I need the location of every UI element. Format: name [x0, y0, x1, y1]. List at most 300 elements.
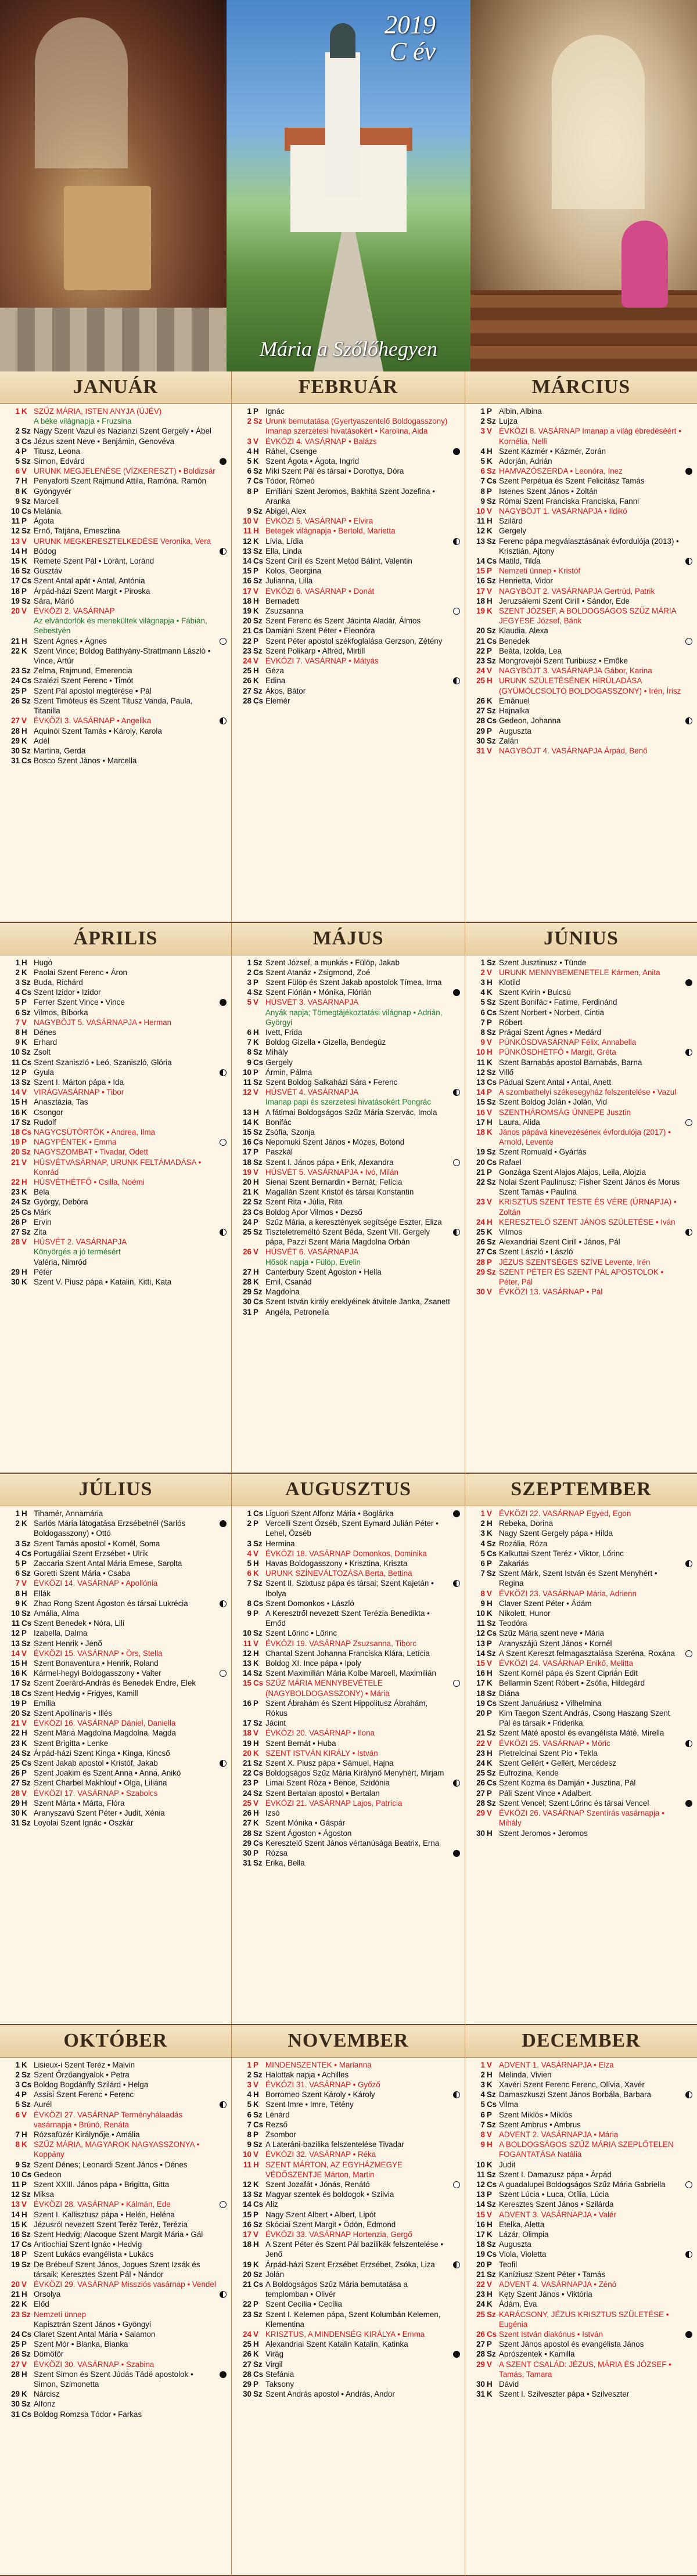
- weekday: Sz: [253, 2390, 263, 2399]
- weekday: H: [253, 1107, 259, 1117]
- day-row: [236, 1307, 460, 1317]
- weekday: V: [253, 2329, 258, 2339]
- weekday: Sz: [487, 536, 496, 546]
- weekday: Sz: [21, 2229, 31, 2239]
- day-number: 9: [480, 496, 485, 506]
- day-row: [470, 1509, 692, 1518]
- day-feast: Boldog Romzsa Tódor • Farkas: [34, 2409, 142, 2419]
- day-number: 14: [243, 1117, 252, 1127]
- day-row: [5, 1267, 227, 1277]
- moon-phase-full-icon: [220, 1670, 227, 1677]
- day-feast: Ármin, Pálma: [265, 1067, 312, 1077]
- day-feast: ADVENT 4. VASÁRNAPJA • Zénó: [499, 2279, 617, 2289]
- day-row: [5, 676, 227, 686]
- weekday: V: [487, 2130, 492, 2139]
- day-feast: Nárcisz: [34, 2390, 60, 2399]
- moon-phase-new-icon: [220, 2371, 227, 2378]
- day-row: [236, 2180, 460, 2189]
- day-number: 29: [11, 2390, 20, 2399]
- day-number: 11: [476, 1619, 485, 1628]
- weekday: V: [253, 586, 258, 596]
- day-row: [236, 1257, 460, 1267]
- weekday: P: [253, 2210, 258, 2219]
- day-feast: ÉVKÖZI 18. VASÁRNAP Domonkos, Dominika: [265, 1549, 427, 1558]
- day-feast: URUNK MENNYBEMENETELE Kármen, Anita: [499, 968, 660, 977]
- weekday: Sz: [487, 2350, 496, 2359]
- day-number: 21: [476, 636, 485, 645]
- day-number: 29: [11, 1267, 20, 1276]
- day-number: 22: [476, 2279, 485, 2289]
- day-feast: Szent Ágoston • Ágoston: [265, 1828, 352, 1838]
- day-row: [470, 2349, 692, 2359]
- day-feast: Aquinói Szent Tamás • Károly, Karola: [34, 726, 162, 735]
- day-number: 3: [247, 2080, 252, 2089]
- weekday: P: [21, 1769, 27, 1778]
- month-name: JÚNIUS: [465, 923, 697, 955]
- day-row: [470, 1027, 692, 1037]
- weekday: P: [253, 2380, 258, 2389]
- weekday: P: [253, 2060, 258, 2069]
- day-feast: ÉVKÖZI 6. VASÁRNAP • Donát: [265, 586, 375, 596]
- day-row: [5, 1658, 227, 1668]
- weekday: Sz: [21, 1048, 31, 1057]
- day-feast: Szent Ágota • Ágota, Ingrid: [265, 457, 360, 466]
- day-number: 29: [476, 1809, 485, 1818]
- day-number: 29: [476, 1267, 485, 1276]
- weekday: H: [253, 1738, 259, 1748]
- day-number: 21: [11, 2290, 20, 2299]
- weekday: Cs: [21, 676, 32, 686]
- weekday: H: [253, 2340, 259, 2349]
- day-number: 31: [476, 2390, 485, 2399]
- day-row: [236, 2060, 460, 2070]
- day-number: 2: [480, 417, 485, 426]
- weekday: Sz: [253, 1579, 263, 1588]
- day-feast: NAGYSZOMBAT • Tivadar, Odett: [34, 1148, 148, 1157]
- month-name: SZEPTEMBER: [465, 1474, 697, 1506]
- day-row: [470, 1267, 692, 1287]
- weekday: P: [487, 567, 492, 576]
- weekday: Sz: [253, 467, 263, 476]
- day-row: [470, 726, 692, 736]
- day-row: [236, 2349, 460, 2359]
- day-feast: Ella, Linda: [265, 546, 302, 555]
- day-row: [236, 1107, 460, 1117]
- day-feast: Ignác: [265, 407, 285, 416]
- day-row: [236, 466, 460, 476]
- day-row: [470, 1828, 692, 1838]
- weekday: V: [487, 1197, 492, 1207]
- day-row: [470, 406, 692, 416]
- day-number: 3: [15, 436, 20, 446]
- day-row: [236, 1077, 460, 1087]
- weekday: K: [21, 968, 27, 977]
- day-row: [470, 1549, 692, 1558]
- day-feast: Szent Szaniszló • Leó, Szaniszló, Glória: [34, 1058, 172, 1067]
- day-number: 21: [11, 636, 20, 645]
- weekday: Sz: [487, 2240, 496, 2249]
- day-row: [236, 2090, 460, 2099]
- day-row: [236, 1818, 460, 1828]
- weekday: P: [487, 1709, 492, 1718]
- day-feast: György, Debóra: [34, 1197, 88, 1207]
- day-row: [5, 756, 227, 766]
- day-feast: Liguori Szent Alfonz Mária • Boglárka: [265, 1509, 394, 1518]
- day-row: [470, 2130, 692, 2140]
- day-row: [236, 1197, 460, 1207]
- day-number: 3: [480, 977, 485, 987]
- day-row: [236, 2339, 460, 2349]
- day-feast: Nagy Szent Gergely pápa • Hilda: [499, 1529, 613, 1538]
- day-row: [236, 1518, 460, 1538]
- day-row: [5, 1549, 227, 1558]
- day-row: [236, 1648, 460, 1658]
- day-feast: Szent Mónika • Gáspár: [265, 1819, 346, 1828]
- day-row: [236, 1037, 460, 1047]
- day-row: [470, 646, 692, 656]
- day-number: 18: [11, 586, 20, 596]
- day-feast: Szent Fülöp és Szent Jakab apostolok Tímea, Irma: [265, 977, 442, 987]
- weekday: Cs: [487, 2250, 497, 2259]
- weekday: K: [21, 1669, 27, 1678]
- day-feast: A Szent Péter és Szent Pál bazilikák felszentelése • Jenő: [265, 2240, 444, 2259]
- weekday: K: [253, 1188, 259, 1197]
- weekday: Sz: [21, 526, 31, 536]
- weekday: P: [487, 2340, 492, 2349]
- weekday: H: [21, 546, 27, 555]
- weekday: K: [487, 1127, 493, 1137]
- day-row: [236, 1628, 460, 1638]
- day-number: 21: [243, 1188, 252, 1197]
- day-feast: Pietrelcinai Szent Pio • Tekla: [499, 1748, 598, 1758]
- weekday: H: [487, 977, 493, 987]
- day-number: 25: [11, 1759, 20, 1768]
- day-list: [465, 1506, 697, 1838]
- day-feast: Szent Mór • Blanka, Bianka: [34, 2340, 128, 2349]
- weekday: P: [253, 1217, 258, 1226]
- day-list: [232, 2058, 465, 2400]
- weekday: Sz: [21, 1539, 31, 1548]
- weekday: V: [21, 1579, 27, 1588]
- day-feast: Nagy Szent Vazul és Nazianzi Szent Gergely • Ábel: [34, 427, 211, 436]
- day-row: [236, 536, 460, 546]
- weekday: Sz: [487, 1689, 496, 1698]
- day-number: 7: [247, 477, 252, 486]
- day-number: 6: [480, 2110, 485, 2119]
- day-row: [236, 1848, 460, 1858]
- day-number: 2: [480, 2070, 485, 2079]
- day-row: [236, 1058, 460, 1067]
- day-row: [5, 1027, 227, 1037]
- day-row: [5, 2310, 227, 2319]
- day-row: [236, 1718, 460, 1728]
- moon-phase-new-icon: [685, 1800, 692, 1807]
- day-row: [5, 1277, 227, 1287]
- day-feast: Jácint: [265, 1719, 286, 1728]
- weekday: P: [253, 1778, 258, 1788]
- weekday: K: [253, 2100, 259, 2109]
- day-feast: Lisieux-i Szent Teréz • Malvin: [34, 2060, 135, 2069]
- day-number: 16: [243, 2220, 252, 2229]
- day-number: 8: [247, 1599, 252, 1608]
- weekday: Sz: [253, 1859, 263, 1868]
- weekday: H: [21, 1267, 27, 1276]
- moon-phase-new-icon: [220, 999, 227, 1006]
- day-feast: HAMVAZÓSZERDA • Leonóra, Inez: [499, 467, 623, 476]
- weekday: P: [253, 2300, 258, 2309]
- weekday: Sz: [21, 457, 31, 466]
- day-number: 26: [11, 2350, 20, 2359]
- weekday: K: [487, 1609, 493, 1618]
- weekday: Sz: [253, 616, 263, 626]
- day-row: [236, 676, 460, 686]
- weekday: Sz: [21, 2400, 31, 2409]
- day-feast: Szent Mária Magdolna Magdolna, Magda: [34, 1729, 176, 1738]
- day-feast: Szent I. Kallisztusz pápa • Helén, Heléna: [34, 2210, 175, 2219]
- day-feast: Edina: [265, 676, 286, 686]
- day-row: [236, 1217, 460, 1227]
- day-number: 8: [480, 486, 485, 496]
- moon-phase-full-icon: [685, 1650, 692, 1657]
- moon-phase-half-icon: [220, 2101, 227, 2108]
- day-number: 7: [247, 1579, 252, 1588]
- weekday: Sz: [21, 1148, 31, 1157]
- day-number: 8: [480, 2130, 485, 2139]
- weekday: V: [253, 1247, 258, 1257]
- day-number: 17: [476, 1679, 485, 1688]
- moon-phase-full-icon: [220, 2201, 227, 2208]
- day-row: [5, 1207, 227, 1217]
- weekday: K: [487, 2300, 493, 2309]
- day-number: 6: [247, 2110, 252, 2119]
- weekday: K: [253, 2180, 259, 2189]
- day-number: 1: [480, 407, 485, 416]
- day-feast: SZŰZ MÁRIA, MAGYAROK NAGYASSZONYA • Koppány: [34, 2140, 200, 2159]
- weekday: P: [487, 646, 492, 655]
- day-feast: NAGYBÖJT 3. VASÁRNAPJA Gábor, Karina: [499, 666, 652, 676]
- day-row: [236, 2359, 460, 2369]
- weekday: P: [253, 1148, 258, 1157]
- day-number: 7: [247, 1038, 252, 1047]
- day-feast: ÉVKÖZI 25. VASÁRNAP • Móric: [499, 1738, 610, 1748]
- day-number: 23: [11, 1738, 20, 1748]
- day-row: [236, 1858, 460, 1868]
- weekday: Sz: [487, 736, 496, 745]
- day-row: [236, 2130, 460, 2140]
- day-number: 5: [247, 457, 252, 466]
- day-feast: Szent Kvirin • Bulcsú: [499, 988, 571, 997]
- day-number: 2: [15, 2070, 20, 2079]
- day-feast: Szent János apostol és evangélista János: [499, 2340, 644, 2349]
- day-number: 5: [247, 1559, 252, 1568]
- day-row: [5, 2070, 227, 2080]
- day-number: 14: [243, 1669, 252, 1678]
- day-number: 13: [243, 1107, 252, 1117]
- day-number: 1: [247, 958, 252, 967]
- weekday: Sz: [253, 417, 263, 426]
- weekday: P: [21, 1629, 27, 1638]
- weekday: Sz: [21, 2350, 31, 2359]
- moon-phase-full-icon: [220, 638, 227, 645]
- day-row: [236, 1297, 460, 1307]
- day-row: [236, 2149, 460, 2159]
- day-number: 26: [243, 2350, 252, 2359]
- weekday: Cs: [487, 1698, 497, 1708]
- day-number: 24: [11, 1748, 20, 1758]
- day-row: [470, 1798, 692, 1808]
- day-number: 28: [243, 696, 252, 705]
- day-row: [470, 1008, 692, 1018]
- day-feast: Szent Vince; Boldog Batthyány-Strattmann László • Vince, Artúr: [34, 646, 211, 666]
- day-number: 21: [243, 2279, 252, 2289]
- day-number: 28: [11, 726, 20, 735]
- day-feast: Teofil: [499, 2260, 518, 2269]
- weekday: K: [21, 1519, 27, 1528]
- day-row: [5, 1768, 227, 1778]
- day-feast: Szent Perpétua és Szent Felicitász Tamás: [499, 477, 645, 486]
- day-row: [236, 576, 460, 586]
- day-row: [470, 1018, 692, 1027]
- day-feast: Adorján, Adrián: [499, 457, 552, 466]
- day-row: [236, 1639, 460, 1648]
- day-row: [5, 2409, 227, 2419]
- day-feast: Izsó: [265, 1809, 280, 1818]
- day-row: [470, 2389, 692, 2399]
- weekday: K: [253, 1117, 259, 1127]
- weekday: V: [21, 2359, 27, 2369]
- day-number: 2: [247, 968, 252, 977]
- day-list: [232, 1506, 465, 1868]
- day-number: 20: [243, 1177, 252, 1186]
- weekday: K: [487, 2390, 493, 2399]
- day-row: [470, 2329, 692, 2339]
- day-row: [470, 1097, 692, 1107]
- day-feast: URUNK SZÍNEVÁLTOZÁSA Berta, Bettina: [265, 1569, 412, 1578]
- day-row: [470, 1087, 692, 1097]
- day-feast: Szent Hedvig; Alacoque Szent Margit Mária • Gál: [34, 2229, 203, 2239]
- day-number: 12: [476, 1067, 485, 1077]
- day-number: 1: [480, 958, 485, 967]
- day-feast: NAGYBÖJT 1. VASÁRNAPJA • Ildikó: [499, 507, 627, 516]
- day-number: 19: [11, 2260, 20, 2269]
- weekday: K: [253, 2350, 259, 2359]
- day-row: [236, 2279, 460, 2299]
- day-number: 12: [476, 526, 485, 536]
- weekday: K: [487, 1227, 493, 1236]
- day-number: 1: [247, 407, 252, 416]
- day-feast: Nemzeti ünnep: [34, 2310, 87, 2319]
- day-row: [470, 1077, 692, 1087]
- day-row: [470, 2189, 692, 2199]
- day-number: 5: [480, 2100, 485, 2109]
- day-number: 8: [247, 486, 252, 496]
- day-number: 20: [476, 626, 485, 636]
- day-row: [5, 997, 227, 1007]
- day-feast: ÉVKÖZI 28. VASÁRNAP • Kálmán, Ede: [34, 2200, 171, 2209]
- day-row: [236, 2299, 460, 2309]
- day-feast: Melinda, Vivien: [499, 2070, 552, 2079]
- day-number: 4: [247, 446, 252, 456]
- day-row: [470, 1608, 692, 1618]
- day-row: [470, 576, 692, 586]
- day-feast: Anyák napja; Tömegtájékoztatási világnap • Adrián, Györgyi: [265, 1008, 443, 1027]
- day-number: 9: [480, 1599, 485, 1608]
- day-number: 28: [476, 716, 485, 726]
- day-number: 19: [243, 1738, 252, 1748]
- day-list: [465, 955, 697, 1297]
- day-feast: Villő: [499, 1067, 514, 1077]
- day-row: [236, 586, 460, 596]
- weekday: Sz: [253, 1227, 263, 1236]
- moon-phase-new-icon: [453, 1850, 460, 1857]
- day-number: 2: [247, 2070, 252, 2079]
- weekday: Sz: [487, 626, 496, 636]
- day-feast: Ervin: [34, 1217, 52, 1226]
- day-number: 17: [11, 1679, 20, 1688]
- day-feast: Szent Vencel; Szent Lőrinc és társai Vencel: [499, 1798, 649, 1807]
- day-feast: Magdolna: [265, 1287, 300, 1297]
- day-row: [5, 1147, 227, 1157]
- day-number: 18: [476, 596, 485, 605]
- weekday: Sz: [487, 2090, 496, 2099]
- day-feast: HÚSVÉTVASÁRNAP, URUNK FELTÁMADÁSA • Konrád: [34, 1157, 202, 1177]
- day-number: 14: [11, 2210, 20, 2219]
- day-row: [470, 1808, 692, 1828]
- day-feast: Taksony: [265, 2380, 294, 2389]
- weekday: P: [253, 1307, 258, 1316]
- day-number: 4: [15, 1549, 20, 1558]
- day-number: 24: [476, 1217, 485, 1226]
- day-feast: Hajnalka: [499, 706, 530, 716]
- day-number: 21: [476, 2270, 485, 2279]
- day-feast: Szent Benedek • Nóra, Lili: [34, 1619, 124, 1628]
- moon-phase-full-icon: [453, 1159, 460, 1166]
- day-row: [5, 2289, 227, 2299]
- day-feast: Lázár, Olimpia: [499, 2229, 549, 2239]
- day-number: 15: [476, 1659, 485, 1668]
- day-feast: Tiszteletreméltó Szent Béda, Szent VII. Gergely pápa, Pazzi Szent Mária Magdolna Orbán: [265, 1227, 430, 1247]
- weekday: Sz: [253, 1048, 263, 1057]
- day-feast: Szent I. Damazusz pápa • Árpád: [499, 2170, 612, 2179]
- day-number: 17: [243, 586, 252, 596]
- weekday: Cs: [21, 2329, 32, 2339]
- day-row: [470, 1768, 692, 1778]
- moon-phase-half-icon: [220, 2291, 227, 2298]
- day-row: [5, 646, 227, 666]
- day-number: 5: [15, 1559, 20, 1568]
- day-number: 12: [243, 2180, 252, 2189]
- day-row: [236, 2110, 460, 2120]
- day-row: [470, 2279, 692, 2289]
- day-row: [470, 1589, 692, 1599]
- day-number: 10: [243, 517, 252, 526]
- weekday: K: [21, 486, 27, 496]
- day-number: 9: [247, 2140, 252, 2149]
- weekday: K: [487, 2160, 493, 2169]
- day-number: 3: [480, 427, 485, 436]
- day-number: 23: [243, 1778, 252, 1788]
- day-number: 11: [476, 1058, 485, 1067]
- day-feast: A BOLDOGSÁGOS SZŰZ MÁRIA SZEPLŐTELEN FOGANTATÁSA Natália: [499, 2140, 674, 2159]
- day-row: [5, 1648, 227, 1658]
- day-number: 26: [11, 1217, 20, 1226]
- weekday: P: [21, 998, 27, 1007]
- day-row: [470, 2299, 692, 2309]
- day-feast: Paszkál: [265, 1148, 293, 1157]
- day-row: [470, 2229, 692, 2239]
- day-feast: Keresztes Szent János • Szilárda: [499, 2200, 614, 2209]
- day-feast: Római Szent Franciska Franciska, Fanni: [499, 496, 639, 506]
